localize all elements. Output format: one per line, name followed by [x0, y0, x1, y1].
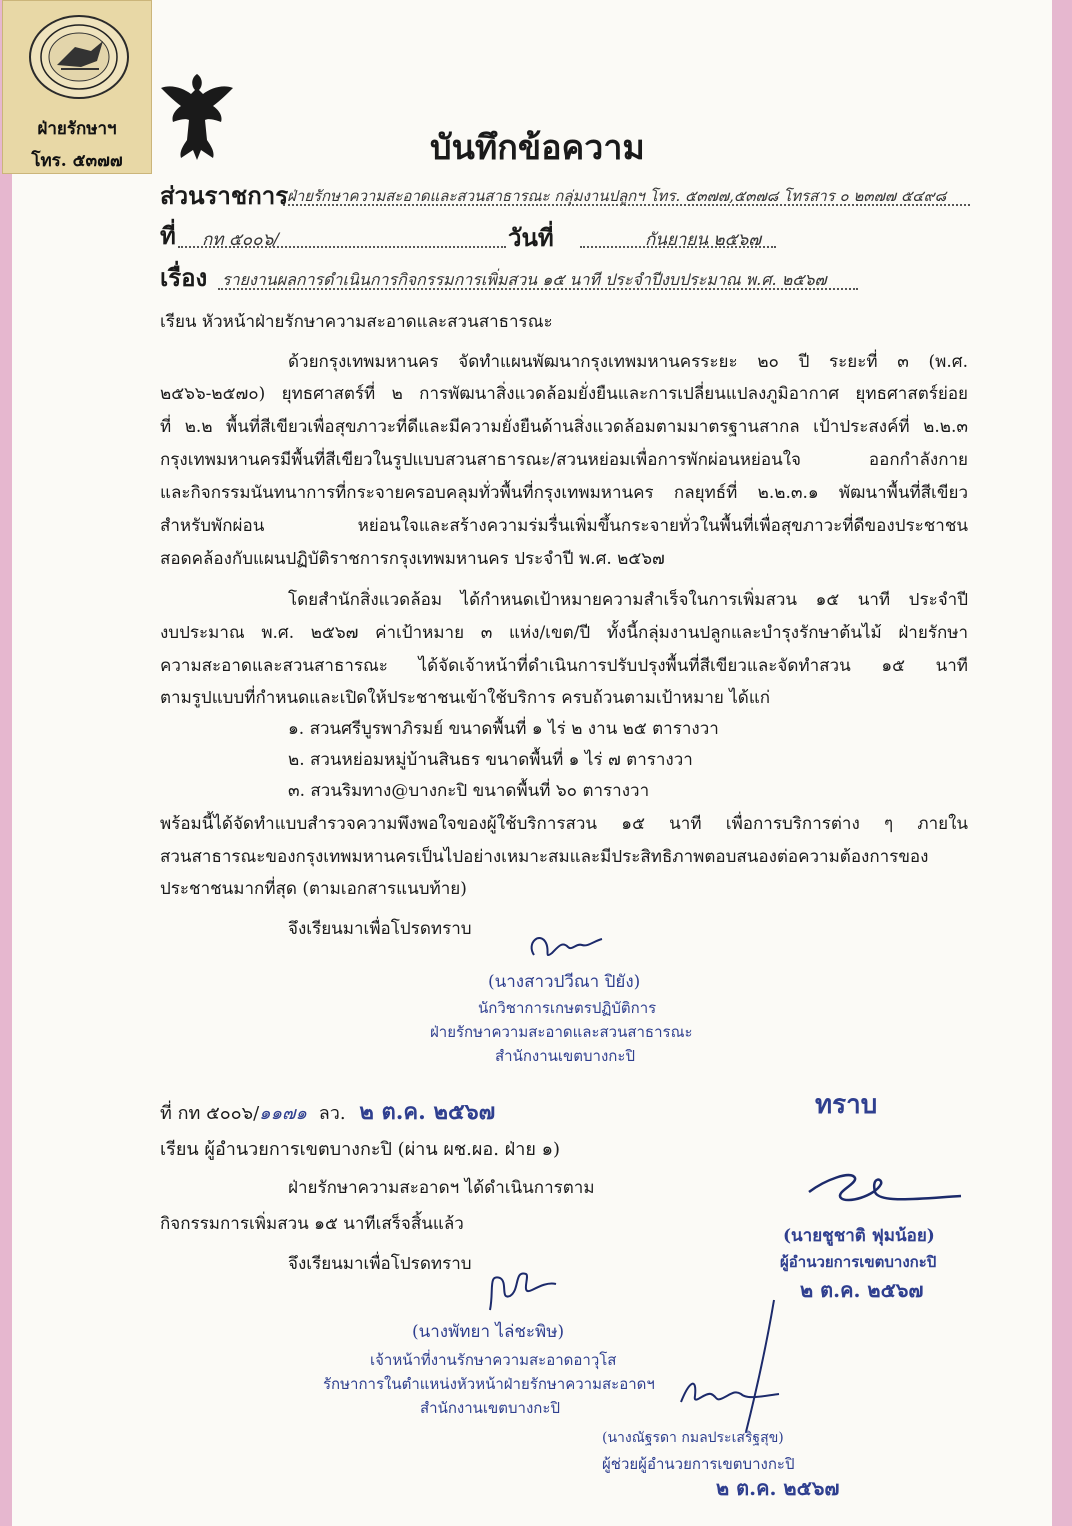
endorse-ref-prefix: ที่ กท ๕๐๐๖/: [160, 1103, 260, 1124]
signer2-office: สำนักงานเขตบางกะปิ: [420, 1399, 560, 1417]
endorse-date-prefix: ลว.: [318, 1103, 346, 1124]
subject-value: รายงานผลการดำเนินการกิจกรรมการเพิ่มสวน ๑๕ นาที ประจำปีงบประมาณ พ.ศ. ๒๕๖๗: [222, 270, 827, 289]
para2-line: ความสะอาดและสวนสาธารณะ ได้จัดเจ้าหน้าที่ดำเนินการปรับปรุงพื้นที่สีเขียวและจัดทำสวน ๑๕ นาที: [160, 656, 968, 676]
signer3-date: ๒ ต.ค. ๒๕๖๗: [716, 1476, 840, 1500]
para2-line: ตามรูปแบบที่กำหนดและเปิดให้ประชาชนเข้าใช้บริการ ครบถ้วนตามเป้าหมาย ได้แก่: [160, 688, 771, 708]
list-item: ๓. สวนริมทาง@บางกะปิ ขนาดพื้นที่ ๖๐ ตารางวา: [288, 781, 650, 801]
pen-stroke: [740, 1296, 780, 1440]
signer1-office: สำนักงานเขตบางกะปิ: [495, 1047, 635, 1065]
memo-title: บันทึกข้อความ: [430, 128, 645, 168]
signature-1: [522, 925, 612, 969]
signer1-unit: ฝ่ายรักษาความสะอาดและสวนสาธารณะ: [430, 1023, 693, 1041]
director-signature: [805, 1162, 965, 1216]
endorse-ref-number: ๑๑๗๑: [259, 1103, 307, 1124]
para3-line: สวนสาธารณะของกรุงเทพมหานครเป็นไปอย่างเหมาะสมและมีประสิทธิภาพตอบสนองต่อความต้องการของ: [160, 847, 929, 867]
signer3-name: (นางณัฐรดา กมลประเสริฐสุข): [602, 1430, 784, 1446]
endorse-salutation: เรียน ผู้อำนวยการเขตบางกะปิ (ผ่าน ผช.ผอ. ฝ่าย ๑): [160, 1139, 561, 1160]
list-item: ๒. สวนหย่อมหมู่บ้านสินธร ขนาดพื้นที่ ๑ ไร่ ๗ ตารางวา: [288, 750, 693, 770]
agency-value: ฝ่ายรักษาความสะอาดและสวนสาธารณะ กลุ่มงานปลูกฯ โทร. ๕๓๗๗,๕๓๗๘ โทรสาร ๐ ๒๓๗๗ ๕๔๙๘: [287, 187, 947, 205]
closing-text: จึงเรียนมาเพื่อโปรดทราบ: [288, 919, 472, 939]
ref-value: กท ๕๐๐๖/: [202, 230, 280, 250]
para1-line: ด้วยกรุงเทพมหานคร จัดทำแผนพัฒนากรุงเทพมหานครระยะ ๒๐ ปี ระยะที่ ๓ (พ.ศ.: [288, 352, 968, 372]
director-date: ๒ ต.ค. ๒๕๖๗: [800, 1278, 924, 1302]
director-position: ผู้อำนวยการเขตบางกะปิ: [780, 1253, 937, 1271]
endorse-line1: ฝ่ายรักษาความสะอาดฯ ได้ดำเนินการตาม: [288, 1178, 595, 1198]
signature-3: [675, 1372, 785, 1416]
para2-line: โดยสำนักสิ่งแวดล้อม ได้กำหนดเป้าหมายความสำเร็จในการเพิ่มสวน ๑๕ นาที ประจำปี: [288, 590, 968, 610]
subject-label: เรื่อง: [160, 263, 208, 292]
date-label: วันที่: [508, 223, 554, 252]
para1-line: ที่ ๒.๒ พื้นที่สีเขียวเพื่อสุขภาวะที่ดีและมีความยั่งยืนด้านสิ่งแวดล้อมตามมาตรฐานสากล เป้าประสงค์ที่ ๒.๒.๓: [160, 417, 968, 437]
endorse-date-stamp: ๒ ต.ค. ๒๕๖๗: [359, 1099, 496, 1125]
endorse-line2: กิจกรรมการเพิ่มสวน ๑๕ นาทีเสร็จสิ้นแล้ว: [160, 1214, 464, 1234]
signer2-acting: รักษาการในตำแหน่งหัวหน้าฝ่ายรักษาความสะอาดฯ: [323, 1375, 655, 1393]
date-value: กันยายน ๒๕๖๗: [645, 230, 762, 250]
para1-line: สอดคล้องกับแผนปฏิบัติราชการกรุงเทพมหานคร ประจำปี พ.ศ. ๒๕๖๗: [160, 549, 665, 569]
para1-line: สำหรับพักผ่อน หย่อนใจและสร้างความร่มรื่นเพิ่มขึ้นกระจายทั่วในพื้นที่เพื่อสุขภาวะที่ดีของประชาชน: [160, 516, 968, 536]
list-item: ๑. สวนศรีบูรพาภิรมย์ ขนาดพื้นที่ ๑ ไร่ ๒ งาน ๒๕ ตารางวา: [288, 719, 719, 739]
para1-line: ๒๕๖๖-๒๕๗๐) ยุทธศาสตร์ที่ ๒ การพัฒนาสิ่งแวดล้อมยั่งยืนและการเปลี่ยนแปลงภูมิอากาศ ยุทธศาสตร์ย่อย: [160, 384, 968, 404]
endorse-closing: จึงเรียนมาเพื่อโปรดทราบ: [288, 1254, 472, 1274]
salutation: เรียน หัวหน้าฝ่ายรักษาความสะอาดและสวนสาธารณะ: [160, 312, 553, 332]
para2-line: งบประมาณ พ.ศ. ๒๕๖๗ ค่าเป้าหมาย ๓ แห่ง/เขต/ปี ทั้งนี้กลุ่มงานปลูกและบำรุงรักษาต้นไม้ ฝ่ายรักษา: [160, 623, 968, 643]
signer2-position: เจ้าหน้าที่งานรักษาความสะอาดอาวุโส: [370, 1351, 617, 1369]
stamp-line-unit: ฝ่ายรักษาฯ: [37, 119, 117, 139]
director-name: (นายชูชาติ ฟุมน้อย): [783, 1226, 935, 1246]
garuda-emblem-icon: [157, 70, 237, 162]
signer1-position: นักวิชาการเกษตรปฏิบัติการ: [478, 999, 657, 1017]
endorse-ref: [160, 1094, 495, 1129]
bangkok-seal-icon: [29, 15, 129, 99]
stamp-line-phone: โทร. ๕๓๗๗: [31, 151, 123, 171]
signer2-name: (นางพัทยา ไล่ชะพิษ): [412, 1322, 565, 1342]
signature-2: [470, 1260, 560, 1324]
ref-label: ที่: [160, 221, 176, 250]
signer3-position: ผู้ช่วยผู้อำนวยการเขตบางกะปิ: [602, 1455, 795, 1473]
department-stamp: [2, 0, 152, 174]
para3-line: พร้อมนี้ได้จัดทำแบบสำรวจความพึงพอใจของผู้ใช้บริการสวน ๑๕ นาที เพื่อการบริการต่าง ๆ ภายใน: [160, 814, 968, 834]
para1-line: กรุงเทพมหานครมีพื้นที่สีเขียวในรูปแบบสวนสาธารณะ/สวนหย่อมเพื่อการพักผ่อนหย่อนใจ ออกกำลังกาย: [160, 450, 968, 470]
director-ack: ทราบ: [815, 1090, 878, 1120]
para1-line: และกิจกรรมนันทนาการที่กระจายครอบคลุมทั่วพื้นที่กรุงเทพมหานคร กลยุทธ์ที่ ๒.๒.๓.๑ พัฒนาพื้นที่สีเขียว: [160, 483, 968, 503]
agency-label: ส่วนราชการ: [160, 181, 289, 210]
signer1-name: (นางสาวปวีณา ปิยัง): [488, 972, 641, 992]
para3-line: ประชาชนมากที่สุด (ตามเอกสารแนบท้าย): [160, 879, 467, 899]
